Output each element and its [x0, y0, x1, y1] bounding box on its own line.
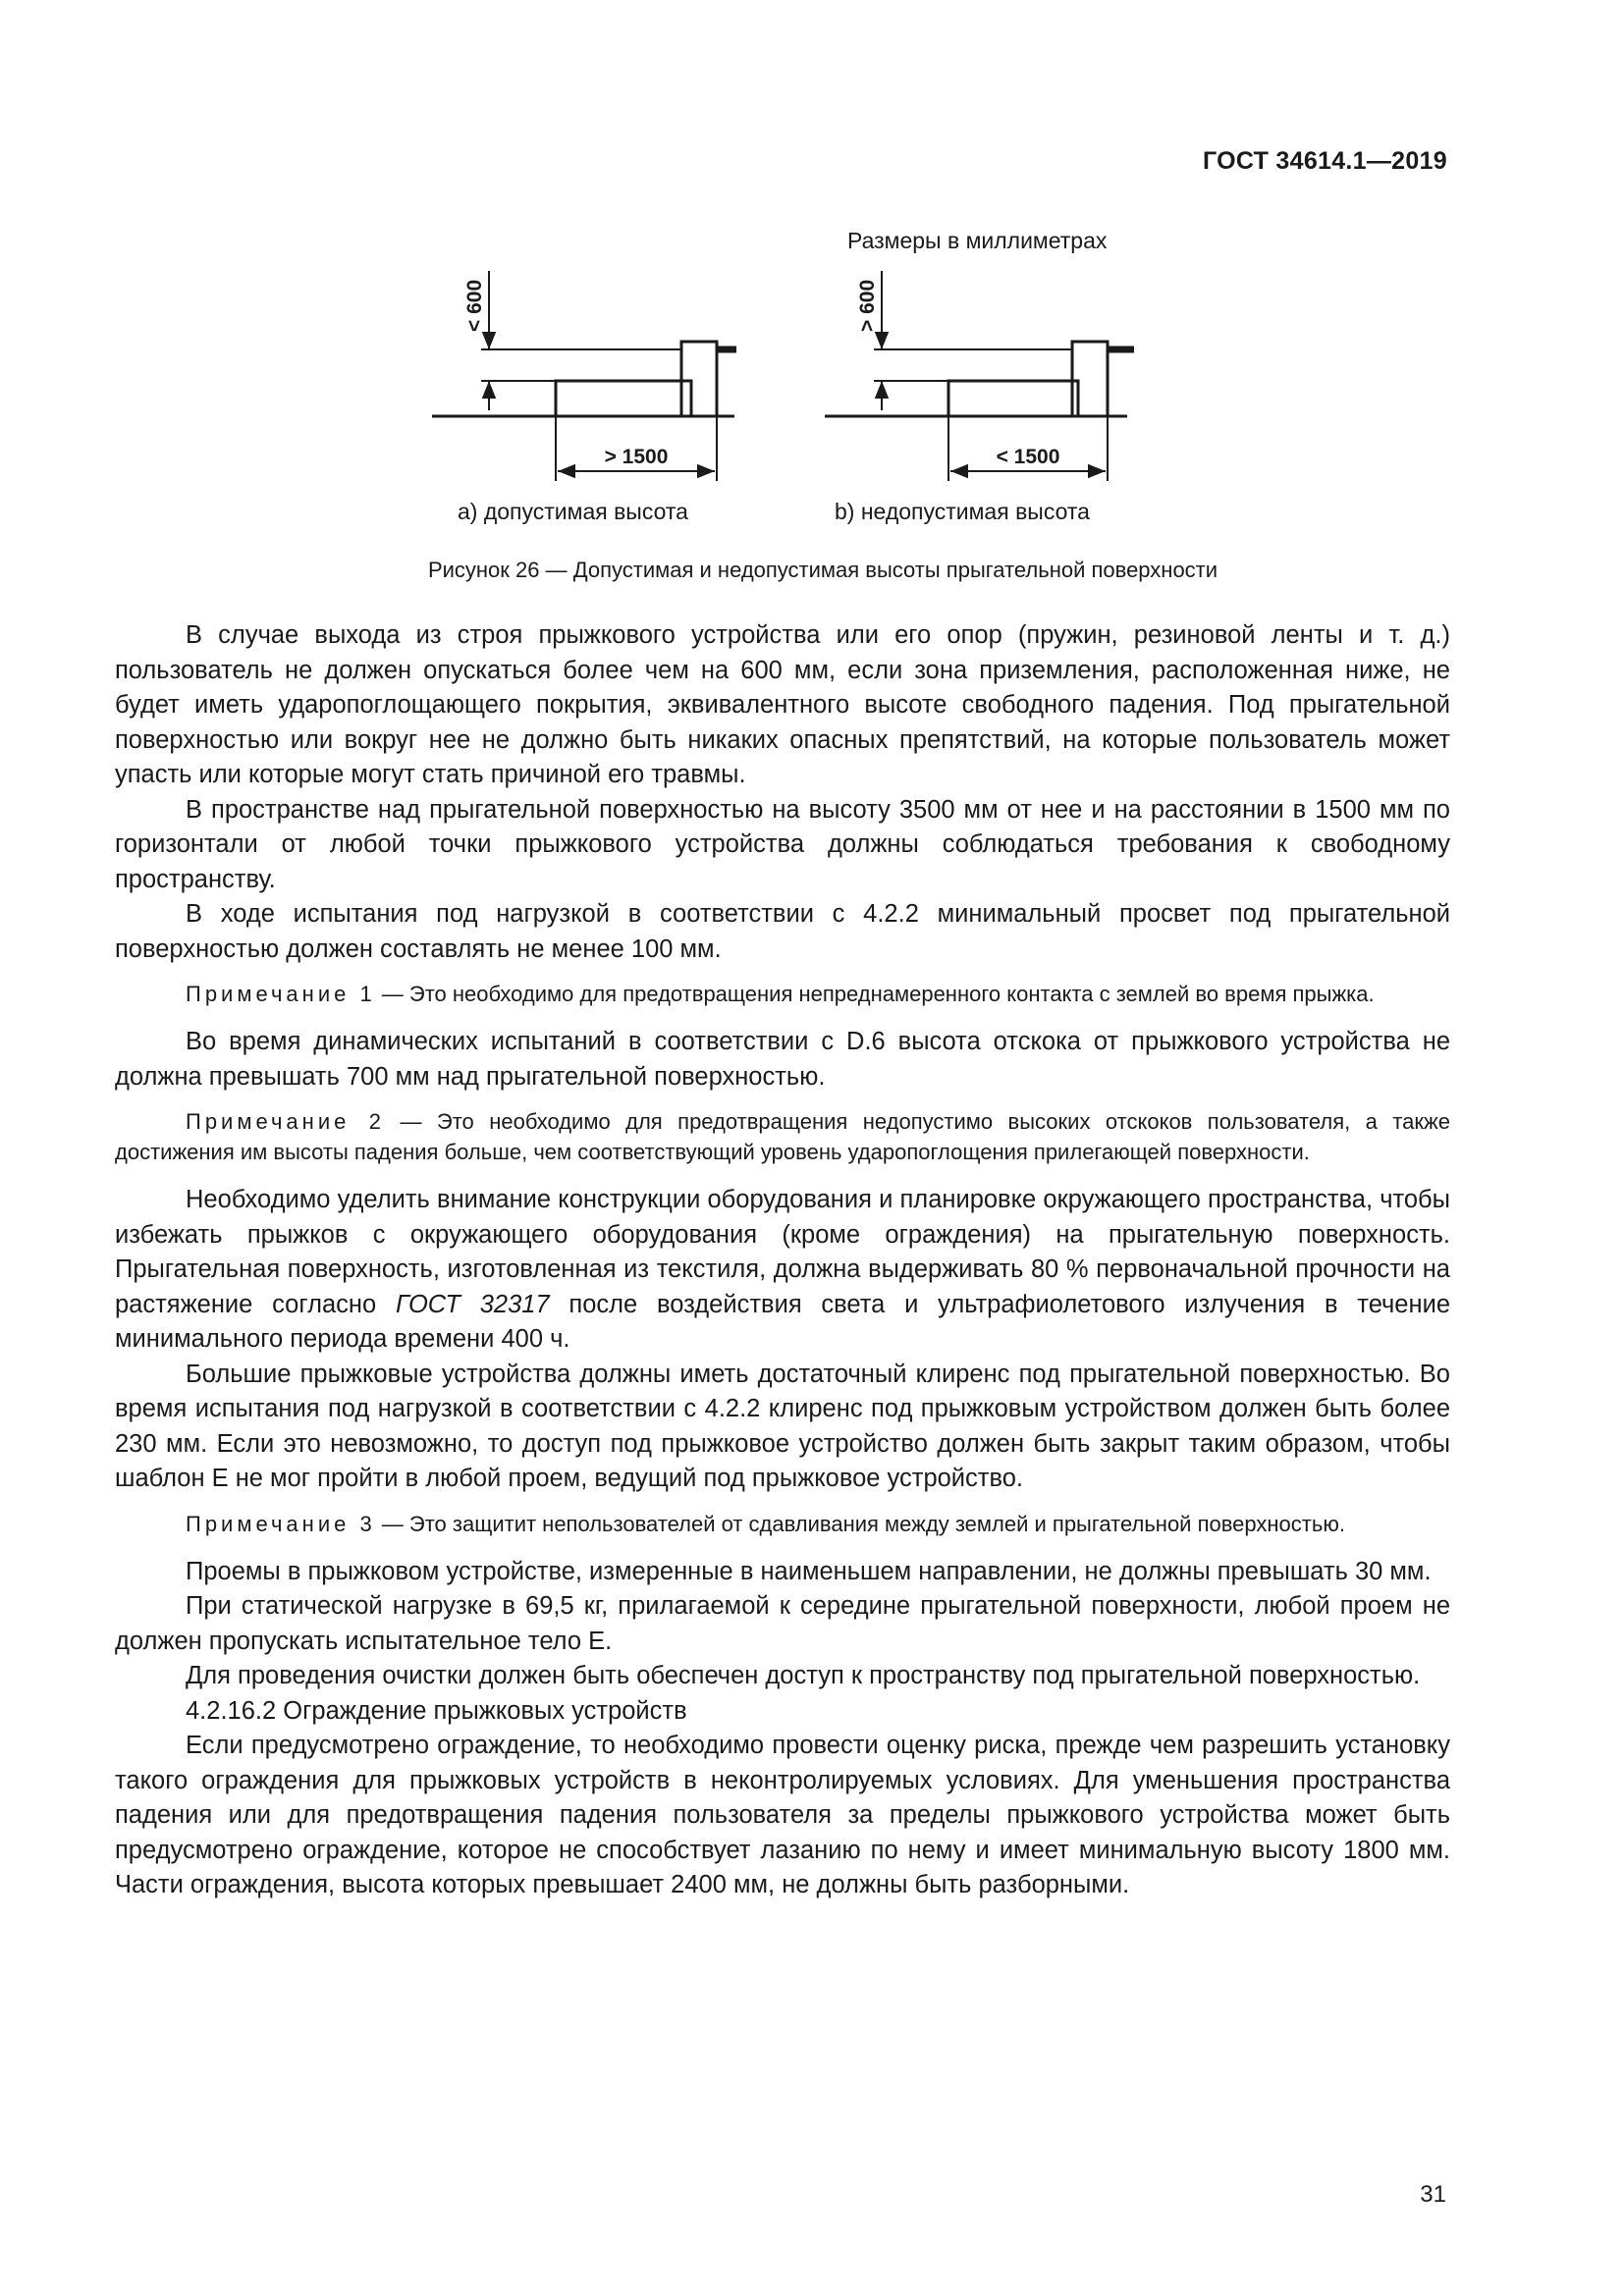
note-label: Примечание 2 [186, 1109, 386, 1134]
diagram-b-horizontal-label: < 1500 [996, 446, 1060, 468]
standard-reference: ГОСТ 32317 [395, 1290, 550, 1318]
note-label: Примечание 3 [186, 1511, 376, 1536]
paragraph: Для проведения очистки должен быть обеспечен доступ к пространству под прыгательной поверхностью. [186, 1662, 1421, 1689]
note-text: — Это необходимо для предотвращения непреднамеренного контакта с землей во время прыжка. [375, 982, 1375, 1006]
paragraph-text: Необходимо уделить внимание конструкции оборудования и планировке окружающего пространства, чтобы избежать прыжков с окружающего оборудования (кроме ограждения) на прыгательную поверхность. Прыгательная поверхность, изготовленная из текстиля, должна выдерживать 80 % первоначальной прочности на растяжение согласно [115, 1186, 1450, 1318]
document-header: ГОСТ 34614.1—2019 [1202, 147, 1447, 175]
paragraph: В случае выхода из строя прыжкового устройства или его опор (пружин, резиновой ленты и т. д.) пользователь не должен опускаться более чем на 600 мм, если зона приземления, расположенная ниже, не будет иметь ударопоглощающего покрытия, эквивалентного высоте свободного падения. Под прыгательной поверхностью или вокруг нее не должно быть никаких опасных препятствий, на которые пользователь может упасть или которые могут стать причиной его травмы. [115, 621, 1450, 788]
note-label: Примечание 1 [186, 982, 376, 1006]
paragraph [115, 1183, 1450, 1358]
paragraph: В пространстве над прыгательной поверхностью на высоту 3500 мм от нее и на расстоянии в 1500 мм по горизонтали от любой точки прыжкового устройства должны соблюдаться требования к свободному пространству. [115, 795, 1450, 893]
paragraph-text: после воздействия света и ультрафиолетового излучения в течение минимального периода времени 400 ч. [115, 1290, 1451, 1353]
figure-title: Рисунок 26 — Допустимая и недопустимая высоты прыгательной поверхности [427, 558, 1218, 582]
figure-26-diagram [403, 263, 1218, 508]
figure-caption-a: а) допустимая высота [458, 499, 688, 524]
paragraph: Проемы в прыжковом устройстве, измеренные в наименьшем направлении, не должны превышать 30 мм. [186, 1557, 1432, 1585]
paragraph: При статической нагрузке в 69,5 кг, прилагаемой к середине прыгательной поверхности, любой проем не должен пропускать испытательное тело E. [115, 1592, 1450, 1655]
paragraph: Если предусмотрено ограждение, то необходимо провести оценку риска, прежде чем разрешить установку такого ограждения для прыжковых устройств в неконтролируемых условиях. Для уменьшения пространства падения или для предотвращения падения пользователя за пределы прыжкового устройства может быть предусмотрено ограждение, которое не способствует лазанию по нему и имеет минимальную высоту 1800 мм. Части ограждения, высота которых превышает 2400 мм, не должны быть разборными. [115, 1732, 1450, 1898]
paragraph: Большие прыжковые устройства должны иметь достаточный клиренс под прыгательной поверхностью. Во время испытания под нагрузкой в соответствии с 4.2.2 клиренс под прыжковым устройством должен быть более 230 мм. Если это невозможно, то доступ под прыжковое устройство должен быть закрыт таким образом, чтобы шаблон E не мог пройти в любой проем, ведущий под прыжковое устройство. [115, 1360, 1450, 1492]
note-2 [115, 1106, 1450, 1167]
note-3 [115, 1509, 1450, 1539]
diagram-a-vertical-label: < 600 [463, 279, 486, 332]
section-heading: 4.2.16.2 Ограждение прыжковых устройств [186, 1696, 687, 1725]
figure-caption-b: b) недопустимая высота [835, 499, 1090, 524]
note-text: — Это защитит непользователей от сдавливания между землей и прыгательной поверхностью. [375, 1511, 1345, 1536]
diagram-b-vertical-label: > 600 [856, 279, 879, 332]
paragraph: Во время динамических испытаний в соответствии с D.6 высота отскока от прыжкового устройства не должна превышать 700 мм над прыгательной поверхностью. [115, 1028, 1450, 1091]
note-1 [115, 979, 1450, 1009]
document-body [115, 618, 1450, 1903]
diagram-a-horizontal-label: > 1500 [604, 446, 669, 468]
note-text: — Это необходимо для предотвращения недопустимо высоких отскоков пользователя, а также достижения им высоты падения больше, чем соответствующий уровень ударопоглощения прилегающей поверхности. [115, 1109, 1450, 1164]
paragraph: В ходе испытания под нагрузкой в соответствии с 4.2.2 минимальный просвет под прыгательной поверхностью должен составлять не менее 100 мм. [115, 900, 1450, 963]
figure-units-note: Размеры в миллиметрах [847, 228, 1108, 253]
page-number: 31 [1420, 2181, 1446, 2208]
